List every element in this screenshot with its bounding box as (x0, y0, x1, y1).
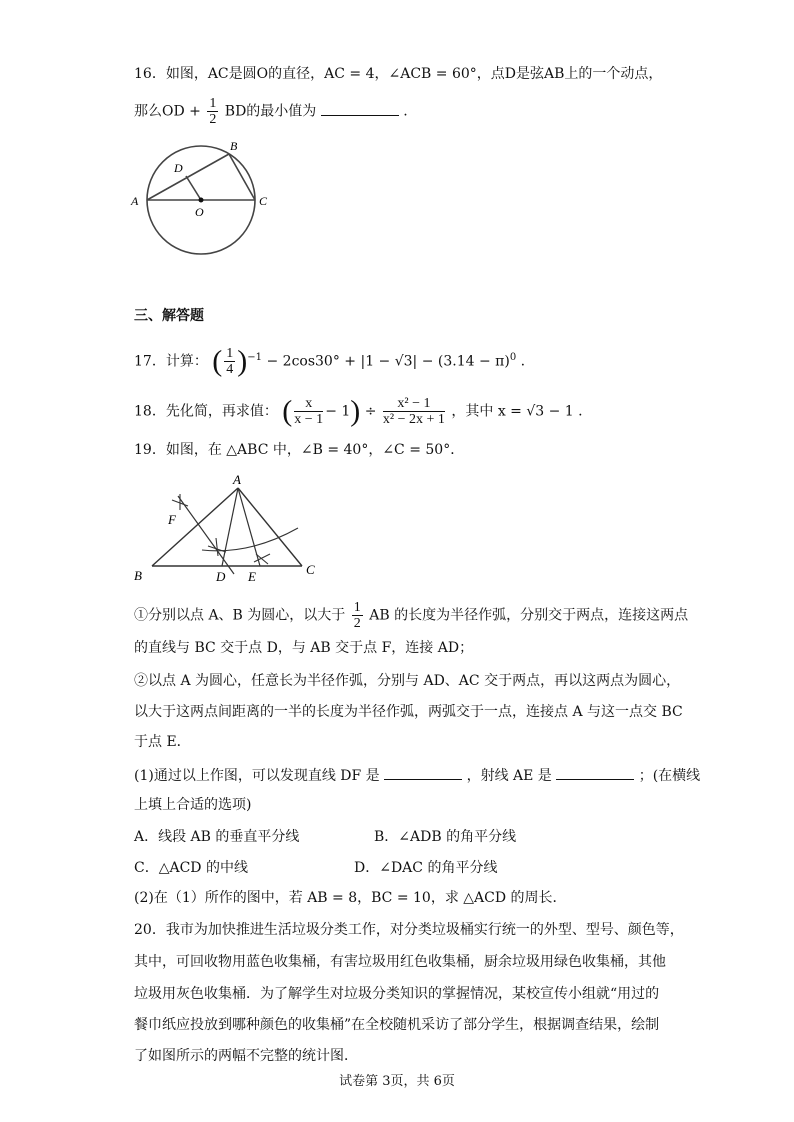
center-o-dot (199, 198, 204, 203)
q19-step1-post: AB 的长度为半径作弧，分别交于两点，连接这两点 (369, 607, 689, 624)
chord-bc (229, 154, 255, 200)
q17-exp2: 0 (509, 351, 517, 363)
q18-f1-num: x (294, 396, 323, 412)
q17-end: . (520, 353, 526, 370)
q19-step1-pre: ①分别以点 A、B 为圆心，以大于 (134, 607, 346, 624)
label-c: C (259, 194, 268, 208)
q19-part2: (2)在（1）所作的图中，若 AB = 8，BC = 10，求 △ACD 的周长． (134, 890, 567, 906)
q19-part1-line1 (134, 765, 700, 786)
q16-frac-den: 2 (209, 112, 217, 127)
q19-step1-num: 1 (353, 600, 361, 615)
label-b: B (134, 568, 142, 583)
q18-minus1: − 1 (325, 403, 351, 420)
q16-line2 (134, 96, 408, 127)
q17-exp1: −1 (247, 351, 263, 363)
q19-step2-line3: 于点 E． (134, 734, 191, 750)
q18-fraction2 (383, 396, 445, 427)
arc-mark-e (254, 554, 270, 564)
q16-line1: 16．如图，AC是圆O的直径，AC = 4，∠ACB = 60°，点D是弦AB上的一个动点， (134, 66, 663, 82)
label-d: D (174, 161, 183, 175)
label-e: E (248, 569, 256, 584)
q18-fraction1 (294, 396, 323, 427)
q19-option-a[interactable]: A．线段 AB 的垂直平分线 (134, 829, 300, 845)
q17-paren-open: ( (212, 344, 223, 378)
q16-circle-figure (128, 134, 278, 259)
q16-line2-pre: 那么OD + (134, 103, 201, 120)
q17-fraction (224, 346, 235, 377)
q17-paren-close: ) (237, 344, 248, 378)
q19-blank-df[interactable] (384, 765, 462, 780)
q18-prefix: 18．先化简，再求值： (134, 403, 278, 420)
page-footer: 试卷第 3页，共 6页 (339, 1074, 455, 1089)
q19-triangle-figure (130, 470, 330, 585)
q19-step1-den: 2 (353, 616, 361, 631)
q19-step1-line1 (134, 600, 688, 631)
q19-option-d[interactable]: D．∠DAC 的角平分线 (354, 860, 498, 876)
q19-blank-ae[interactable] (556, 765, 634, 780)
q18-line (134, 396, 583, 427)
q20-line2: 其中，可回收物用蓝色收集桶，有害垃圾用红色收集桶，厨余垃圾用绿色收集桶，其他 (134, 954, 666, 970)
section-title: 三、解答题 (134, 308, 204, 324)
q17-frac-num: 1 (226, 346, 234, 361)
q19-part1-b: ，射线 AE 是 (466, 768, 552, 784)
q19-step2-line2: 以大于这两点间距离的一半的长度为半径作弧，两弧交于一点，连接点 A 与这一点交 BC (134, 704, 683, 720)
q18-div: ÷ (364, 403, 377, 420)
label-d: D (216, 569, 226, 584)
q17-frac-den: 4 (226, 362, 234, 377)
q16-line2-end: . (403, 103, 408, 120)
label-c: C (306, 562, 315, 577)
q18-paren-open: ( (282, 394, 293, 428)
q17-mid: − 2cos30° + |1 − √3| − (3.14 − π) (266, 353, 510, 370)
side-ab (152, 488, 238, 566)
q17-line (134, 346, 525, 377)
q19-part1-c: ；(在横线 (638, 768, 701, 784)
q16-answer-blank[interactable] (321, 101, 399, 116)
label-b: B (230, 139, 238, 153)
label-f: F (168, 512, 176, 527)
label-o: O (195, 205, 204, 219)
q20-line3: 垃圾用灰色收集桶．为了解学生对垃圾分类知识的掌握情况，某校宣传小组就“用过的 (134, 986, 660, 1002)
q16-fraction (207, 96, 218, 127)
q19-option-b[interactable]: B．∠ADB 的角平分线 (374, 829, 517, 845)
q18-f1-den: x − 1 (294, 412, 324, 427)
q18-suffix: ，其中 x = √3 − 1 . (451, 403, 583, 420)
chord-ab (147, 154, 229, 200)
q18-f2-num: x² − 1 (383, 396, 445, 412)
q20-line4: 餐巾纸应投放到哪种颜色的收集桶”在全校随机采访了部分学生，根据调查结果，绘制 (134, 1017, 660, 1033)
q18-f2-den: x² − 2x + 1 (382, 412, 445, 427)
q19-part1-line2: 上填上合适的选项) (134, 797, 252, 813)
q16-line2-post: BD的最小值为 (224, 103, 317, 120)
q19-option-c[interactable]: C．△ACD 的中线 (134, 860, 248, 876)
q19-step1-fraction (352, 600, 363, 631)
label-a: A (131, 194, 139, 208)
q19-line1: 19．如图，在 △ABC 中，∠B = 40°，∠C = 50°． (134, 442, 465, 458)
q19-part1-a: (1)通过以上作图，可以发现直线 DF 是 (134, 768, 380, 784)
label-a: A (233, 472, 241, 487)
q18-paren-close: ) (350, 394, 361, 428)
q17-prefix: 17．计算： (134, 353, 208, 370)
segment-od (186, 176, 201, 200)
q20-line5: 了如图所示的两幅不完整的统计图． (134, 1048, 358, 1064)
q19-step2-line1: ②以点 A 为圆心，任意长为半径作弧，分别与 AD、AC 交于两点，再以这两点为圆心， (134, 673, 681, 689)
q16-frac-num: 1 (209, 96, 217, 111)
q19-step1-line2: 的直线与 BC 交于点 D，与 AB 交于点 F，连接 AD； (134, 640, 474, 656)
q20-line1: 20．我市为加快推进生活垃圾分类工作，对分类垃圾桶实行统一的外型、型号、颜色等， (134, 922, 684, 938)
